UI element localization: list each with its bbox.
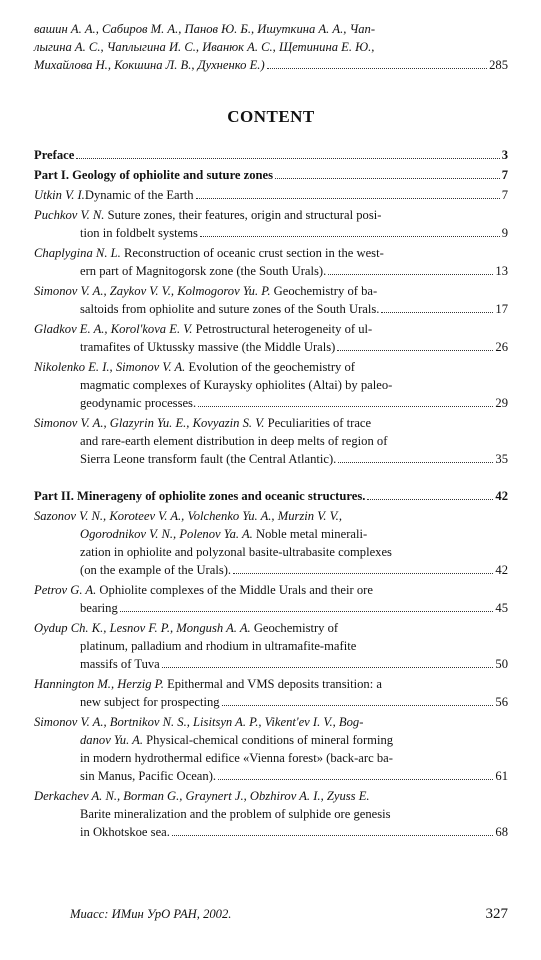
entry-authors-cont: danov Yu. A. [80,733,143,747]
page-ref: 50 [495,657,508,671]
leader-dots [338,462,493,463]
section-title: Preface [34,148,75,162]
entry-title-line: in Okhotskoe sea. [80,825,170,839]
page-ref: 17 [495,302,508,316]
toc-section[interactable] [34,146,508,164]
section-title: Part I. Geology of ophiolite and suture zones [34,168,274,182]
entry-title-line: Reconstruction of oceanic crust section in the west- [123,246,384,260]
page-ref: 45 [495,601,508,615]
toc-item[interactable] [34,787,508,841]
leader-dots [233,573,493,574]
entry-title-line: (on the example of the Urals). [80,563,232,577]
entry-authors: Chaplygina N. L. [34,246,121,260]
entry-title-line: Geochemistry of ba- [273,284,378,298]
page-ref: 29 [495,396,508,410]
entry-authors: Derkachev A. N., Borman G., Graynert J., Obzhirov A. I., Zyuss E. [34,789,370,803]
leader-dots [275,178,500,179]
leader-dots [381,312,493,313]
page-ref: 42 [495,563,508,577]
entry-authors: Simonov V. A., Glazyrin Yu. E., Kovyazin S. V. [34,416,265,430]
entry-title-line: geodynamic processes. [80,396,197,410]
entry-title-line: saltoids from ophiolite and suture zones of the South Urals. [80,302,380,316]
entry-title-line: magmatic complexes of Kuraysky ophiolites (Altai) by paleo- [80,378,393,392]
entry-title-line: new subject for prospecting [80,695,220,709]
toc-list [34,146,508,841]
entry-authors-cont: Ogorodnikov V. N., Polenov Ya. A. [80,527,253,541]
leader-dots [120,611,494,612]
top-line-3-text: Михайлова Н., Кокшина Л. В., Духненко Е.) [34,58,265,72]
page-footer [70,905,508,923]
section-title: Part II. Minerageny of ophiolite zones and oceanic structures. [34,489,366,503]
entry-title-line: tion in foldbelt systems [80,226,198,240]
page-ref: 13 [495,264,508,278]
toc-item[interactable] [34,414,508,468]
toc-item[interactable] [34,186,508,204]
entry-title-line: Epithermal and VMS deposits transition: a [167,677,382,691]
leader-dots [218,779,493,780]
contents-heading: CONTENT [227,107,315,126]
entry-title-line: Peculiarities of trace [267,416,372,430]
entry-title-line: Sierra Leone transform fault (the Central Atlantic). [80,452,337,466]
entry-title-line: sin Manus, Pacific Ocean). [80,769,217,783]
toc-section[interactable] [34,487,508,505]
entry-title-line: Geochemistry of [253,621,339,635]
entry-title-line: in modern hydrothermal edifice «Vienna forest» (back-arc ba- [80,751,393,765]
toc-item[interactable] [34,358,508,412]
entry-authors: Gladkov E. A., Korol'kova E. V. [34,322,193,336]
entry-authors: Simonov V. A., Bortnikov N. S., Lisitsyn A. P., Vikent'ev I. V., Bog- [34,715,364,729]
entry-authors: Nikolenko E. I., Simonov V. A. [34,360,186,374]
leader-dots [200,236,500,237]
section-gap [34,470,508,487]
page-ref: 68 [495,825,508,839]
leader-dots [328,274,493,275]
toc-item[interactable] [34,713,508,785]
leader-dots [267,68,487,69]
entry-title-line: Noble metal minerali- [255,527,368,541]
page-ref: 61 [495,769,508,783]
page-ref: 7 [501,168,508,182]
entry-authors: Hannington M., Herzig P. [34,677,164,691]
entry-title-line: Barite mineralization and the problem of sulphide ore genesis [80,807,391,821]
leader-dots [76,158,499,159]
toc-item[interactable] [34,320,508,356]
entry-title-line: tramafites of Uktussky massive (the Middle Urals) [80,340,336,354]
toc-item[interactable] [34,619,508,673]
leader-dots [172,835,494,836]
page-ref: 42 [495,489,508,503]
leader-dots [198,406,493,407]
entry-title-line: Physical-chemical conditions of mineral forming [146,733,394,747]
entry-title-line: platinum, palladium and rhodium in ultramafite-mafite [80,639,357,653]
top-line-1: вашин А. А., Сабиров М. А., Панов Ю. Б., Ишуткина А. А., Чап- [34,22,376,36]
leader-dots [162,667,494,668]
toc-item[interactable] [34,244,508,280]
entry-title-line: Dynamic of the Earth [84,188,194,202]
entry-title-line: Ophiolite complexes of the Middle Urals and their ore [99,583,373,597]
entry-title-line: ern part of Magnitogorsk zone (the South Urals). [80,264,327,278]
toc-section[interactable] [34,166,508,184]
entry-title-line: Petrostructural heterogeneity of ul- [195,322,373,336]
top-entry [34,20,508,74]
leader-dots [367,499,493,500]
entry-title-line: Evolution of the geochemistry of [188,360,355,374]
toc-item[interactable] [34,282,508,318]
leader-dots [196,198,500,199]
page-number: 327 [485,906,508,922]
leader-dots [222,705,494,706]
page-ref: 3 [501,148,508,162]
toc-item[interactable] [34,581,508,617]
entry-authors: Oydup Ch. K., Lesnov F. P., Mongush A. A. [34,621,251,635]
top-line-2: лыгина А. С., Чаплыгина И. С., Иванюк А. С., Щетинина Е. Ю., [34,40,375,54]
page-ref: 35 [495,452,508,466]
page-ref: 56 [495,695,508,709]
entry-authors: Puchkov V. N. [34,208,105,222]
toc-item[interactable] [34,206,508,242]
entry-title-line: Suture zones, their features, origin and structural posi- [107,208,382,222]
page-ref: 285 [489,58,508,72]
top-line-3 [34,56,508,74]
toc-page [34,20,508,843]
page-ref: 26 [495,340,508,354]
toc-item[interactable] [34,507,508,579]
entry-authors: Sazonov V. N., Koroteev V. A., Volchenko Yu. A., Murzin V. V., [34,509,342,523]
entry-title-line: massifs of Tuva [80,657,160,671]
page-ref: 7 [501,188,508,202]
entry-title-line: bearing [80,601,118,615]
entry-authors: Simonov V. A., Zaykov V. V., Kolmogorov Yu. P. [34,284,271,298]
leader-dots [337,350,493,351]
page-ref: 9 [501,226,508,240]
entry-authors: Utkin V. I. [34,188,85,202]
entry-title-line: zation in ophiolite and polyzonal basite-ultrabasite complexes [80,545,392,559]
publisher-line: Миасс: ИМин УрО РАН, 2002. [70,907,232,921]
entry-authors: Petrov G. A. [34,583,97,597]
entry-title-line: and rare-earth element distribution in deep melts of region of [80,434,388,448]
toc-item[interactable] [34,675,508,711]
